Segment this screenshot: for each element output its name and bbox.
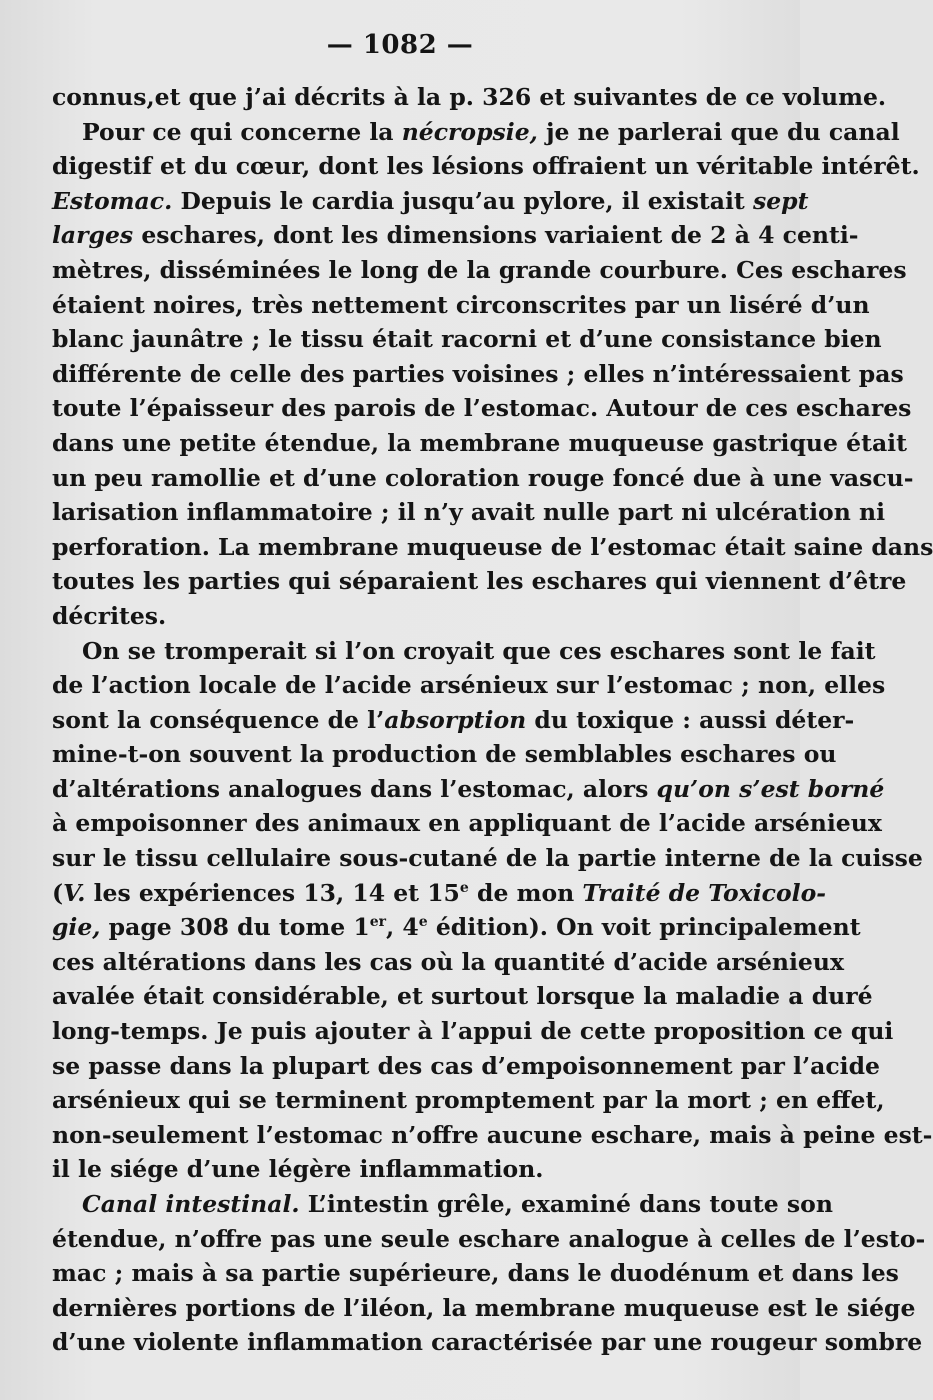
text-line <box>52 426 907 461</box>
text-span: du toxique : aussi déter- <box>526 705 855 734</box>
text-span: de mon <box>468 878 583 907</box>
text-span: mine-t-on souvent la production de semblables eschares ou <box>52 740 837 769</box>
text-line <box>52 564 907 599</box>
text-span: Depuis le cardia jusqu’au pylore, il existait <box>172 186 753 215</box>
text-span: mac ; mais à sa partie supérieure, dans le duodénum et dans les <box>52 1259 899 1288</box>
text-span: d’altérations analogues dans l’estomac, alors <box>52 774 657 803</box>
text-line <box>52 357 904 392</box>
text-span: de l’action locale de l’acide arsénieux sur l’estomac ; non, elles <box>52 671 886 700</box>
text-line <box>52 668 886 703</box>
text-line <box>52 703 855 738</box>
text-span: non-seulement l’estomac n’offre aucune eschare, mais à peine est- <box>52 1120 933 1149</box>
superscript: e <box>459 879 469 896</box>
text-span: avalée était considérable, et surtout lorsque la maladie a duré <box>52 982 873 1011</box>
italic-span: absorption <box>384 705 527 734</box>
text-span: mètres, disséminées le long de la grande courbure. Ces eschares <box>52 255 907 284</box>
text-line <box>52 634 876 669</box>
text-span: il le siége d’une légère inflammation. <box>52 1155 544 1184</box>
italic-span: V. <box>63 878 86 907</box>
text-line <box>52 979 873 1014</box>
text-span: se passe dans la plupart des cas d’empoisonnement par l’acide <box>52 1051 880 1080</box>
text-span: arsénieux qui se terminent promptement par la mort ; en effet, <box>52 1086 885 1115</box>
text-line <box>52 1291 916 1326</box>
italic-span: larges <box>52 221 134 250</box>
text-line <box>52 1014 894 1049</box>
text-line <box>52 945 844 980</box>
text-line <box>52 1222 926 1257</box>
text-span: ces altérations dans les cas où la quantité d’acide arsénieux <box>52 947 844 976</box>
text-line <box>52 1325 923 1360</box>
text-line <box>52 184 809 219</box>
text-span: blanc jaunâtre ; le tissu était racorni et d’une consistance bien <box>52 325 882 354</box>
body-text <box>52 80 933 1360</box>
italic-span: nécropsie, <box>401 117 538 146</box>
text-span: , 4 <box>386 913 419 942</box>
text-line <box>52 599 760 634</box>
text-line <box>52 1187 833 1222</box>
text-span: digestif et du cœur, dont les lésions offraient un véritable intérêt. <box>52 152 920 181</box>
italic-span: Traité de Toxicolo- <box>582 878 827 907</box>
text-line <box>52 253 907 288</box>
text-line <box>52 461 914 496</box>
text-line <box>52 115 900 150</box>
text-span: toutes les parties qui séparaient les eschares qui viennent d’être <box>52 567 907 596</box>
text-line <box>52 495 886 530</box>
text-line <box>52 772 885 807</box>
text-span: dernières portions de l’iléon, la membrane muqueuse est le siége <box>52 1293 916 1322</box>
text-span: décrites. <box>52 601 167 630</box>
text-span: Pour ce qui concerne la <box>82 117 402 146</box>
text-span: larisation inflammatoire ; il n’y avait nulle part ni ulcération ni <box>52 498 886 527</box>
text-line <box>52 80 887 115</box>
italic-span: qu’on s’est borné <box>656 774 885 803</box>
text-line <box>52 149 920 184</box>
text-span: étendue, n’offre pas une seule eschare analogue à celles de l’esto- <box>52 1224 926 1253</box>
text-span: eschares, dont les dimensions variaient de 2 à 4 centi- <box>133 221 859 250</box>
text-line <box>52 391 912 426</box>
page-number: — 1082 — <box>326 30 474 60</box>
text-span: différente de celle des parties voisines ; elles n’intéressaient pas <box>52 359 904 388</box>
text-line <box>52 322 882 357</box>
text-span: L’intestin grêle, examiné dans toute son <box>299 1190 833 1218</box>
text-line <box>52 1152 760 1187</box>
text-span: je ne parlerai que du canal <box>537 117 900 146</box>
text-line <box>52 806 882 841</box>
text-span: un peu ramollie et d’une coloration rouge foncé due à une vascu- <box>52 463 914 492</box>
text-span: sont la conséquence de l’ <box>52 705 385 734</box>
text-span: sur le tissu cellulaire sous-cutané de la partie interne de la cuisse <box>52 844 923 873</box>
text-span: connus,et que j’ai décrits à la p. 326 et suivantes de ce volume. <box>52 83 887 111</box>
text-span: d’une violente inflammation caractérisée par une rougeur sombre <box>52 1328 923 1357</box>
text-span: dans une petite étendue, la membrane muqueuse gastrique était <box>52 428 907 457</box>
text-line <box>52 1049 880 1084</box>
italic-span: Canal intestinal. <box>82 1190 300 1218</box>
text-line <box>52 876 827 911</box>
text-line <box>52 1118 933 1153</box>
italic-span: Estomac. <box>52 186 173 215</box>
text-span: ( <box>52 878 64 907</box>
superscript: er <box>369 914 387 931</box>
text-span: long-temps. Je puis ajouter à l’appui de cette proposition ce qui <box>52 1017 894 1046</box>
text-span: On se tromperait si l’on croyait que ces eschares sont le fait <box>82 636 876 665</box>
text-line <box>52 1256 899 1291</box>
text-line <box>52 737 837 772</box>
text-span: à empoisonner des animaux en appliquant de l’acide arsénieux <box>52 809 882 838</box>
text-span: page 308 du tome 1 <box>100 913 370 942</box>
text-line <box>52 218 859 253</box>
text-span: les expériences 13, 14 et 15 <box>85 878 460 907</box>
italic-span: gie, <box>52 913 101 942</box>
text-line <box>52 841 923 876</box>
text-span: toute l’épaisseur des parois de l’estomac. Autour de ces eschares <box>52 394 912 423</box>
text-span: édition). On voit principalement <box>427 913 861 942</box>
italic-span: sept <box>752 186 809 215</box>
text-line <box>52 1083 885 1118</box>
superscript: e <box>418 914 428 931</box>
text-line <box>52 530 933 565</box>
text-line <box>52 910 861 945</box>
text-span: perforation. La membrane muqueuse de l’estomac était saine dans <box>52 532 933 561</box>
text-line <box>52 288 870 323</box>
text-span: étaient noires, très nettement circonscrites par un liséré d’un <box>52 290 870 319</box>
